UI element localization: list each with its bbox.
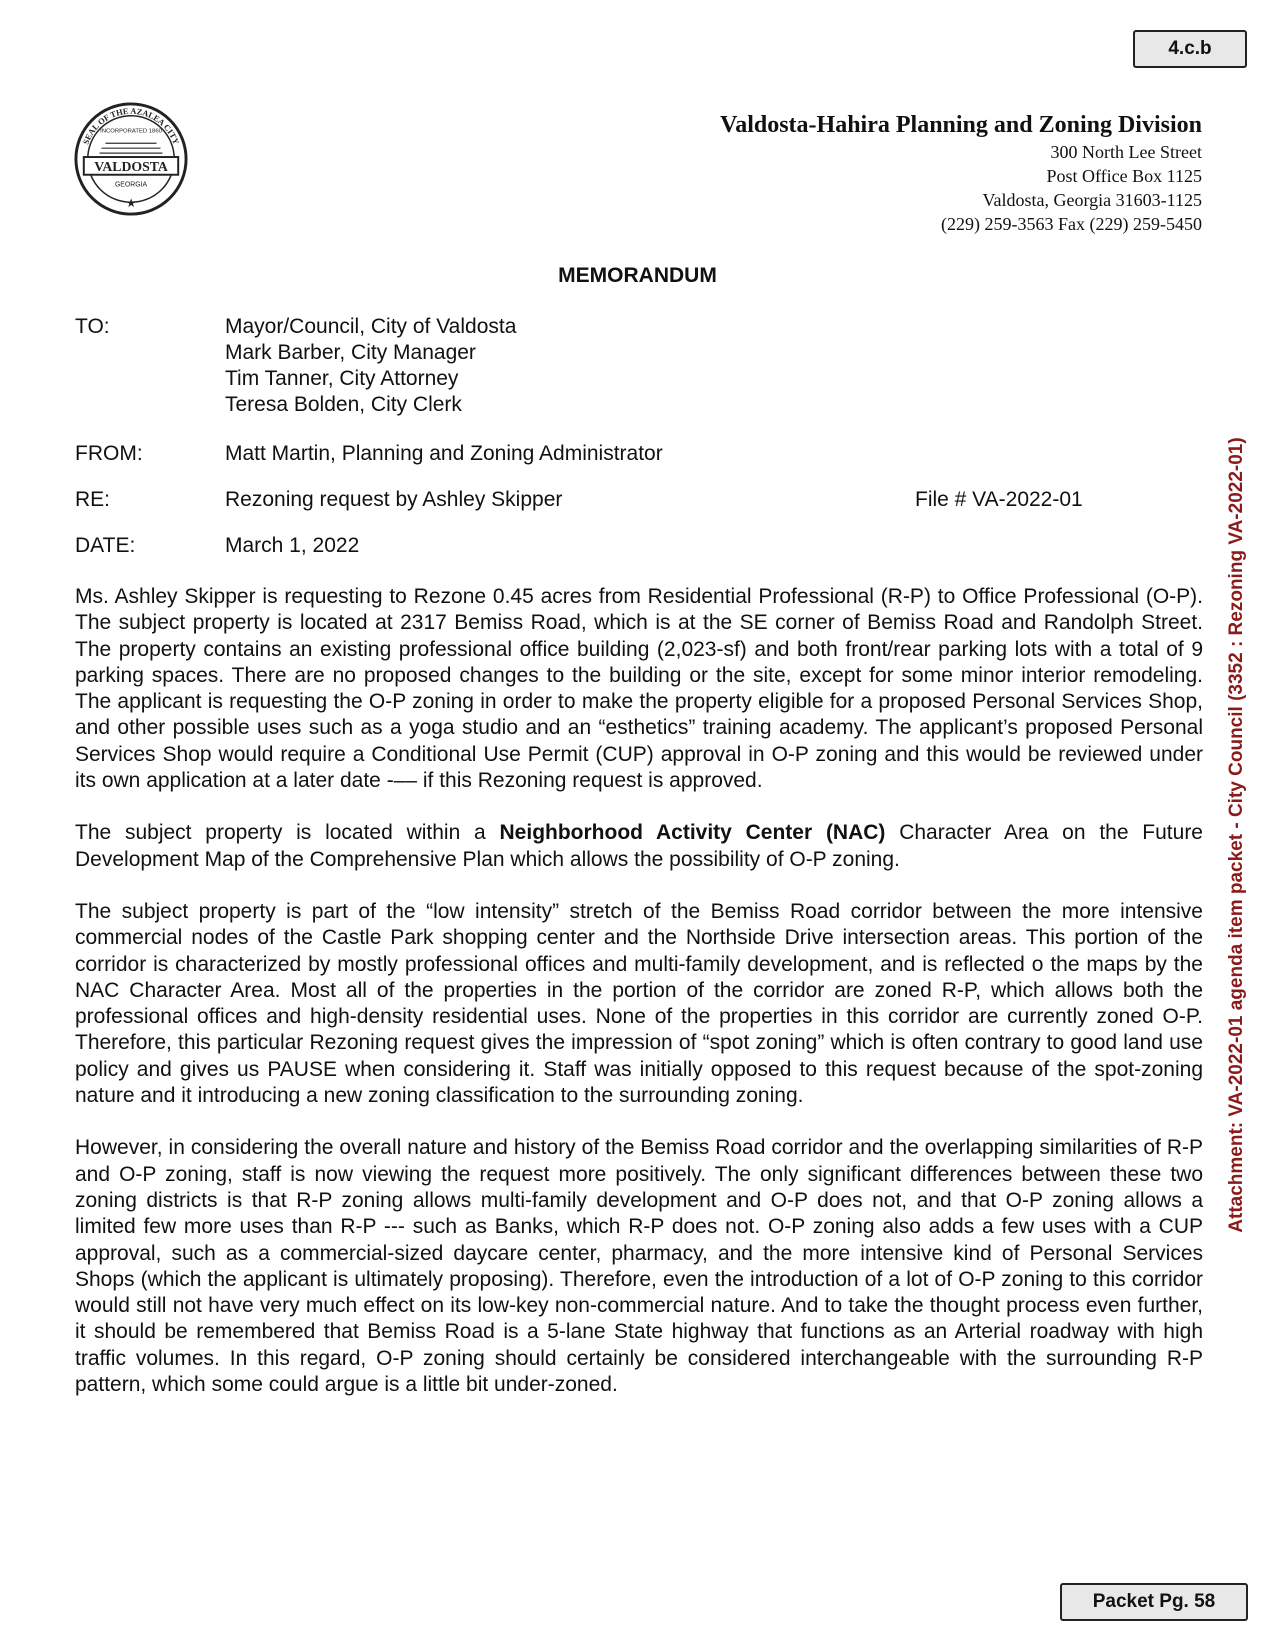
body-paragraph-3: The subject property is part of the “low intensity” stretch of the Bemiss Road corridor between the more intensive commercial nodes of the Castle Park shopping center and the Northside Drive intersection areas. This portion of the corridor is characterized by mostly professional offices and multi-family development, and is reflected o the maps by the NAC Character Area. Most all of the properties in the portion of the corridor are zoned R-P, which allows both the professional offices and high-density residential uses. None of the properties in this corridor are currently zoned O-P. Therefore, this particular Rezoning request gives the impression of “spot zoning” which is often contrary to good land use policy and gives us PAUSE when considering it. Staff was initially opposed to this request because of the spot-zoning nature and it introducing a new zoning classification to the surrounding zoning. [75,899,1203,1108]
from-label: FROM: [75,442,143,465]
character-area-name: Neighborhood Activity Center (NAC) [499,821,886,845]
body-paragraph-2 [75,820,1203,873]
address-street: 300 North Lee Street [1050,142,1202,162]
svg-text:★: ★ [125,196,137,211]
re-value: Rezoning request by Ashley Skipper [225,488,563,511]
to-recipient: Teresa Bolden, City Clerk [225,393,462,416]
body-paragraph-4: However, in considering the overall nature and history of the Bemiss Road corridor and the overlapping similarities of R-P and O-P zoning, staff is now viewing the request more positively. The only significant differences between these two zoning districts is that R-P zoning allows multi-family development and O-P does not, and that O-P zoning allows a limited few more uses than R-P --- such as Banks, which R-P does not. O-P zoning also adds a few uses with a CUP approval, such as a commercial-sized daycare center, pharmacy, and the more intensive kind of Personal Services Shops (which the applicant is ultimately proposing). Therefore, even the introduction of a lot of O-P zoning to this corridor would still not have very much effect on its low-key non-commercial nature. And to take the thought process even further, it should be remembered that Bemiss Road is a 5-lane State highway that functions as an Arterial roadway with high traffic volumes. In this regard, O-P zoning should certainly be considered interchangeable with the surrounding R-P pattern, which some could argue is a little bit under-zoned. [75,1136,1203,1397]
re-label: RE: [75,488,111,511]
svg-text:SEAL OF THE AZALEA CITY: SEAL OF THE AZALEA CITY [81,106,181,146]
to-label: TO: [75,315,110,338]
address-po-box: Post Office Box 1125 [1046,166,1202,186]
paragraph-text: Character Area on the Future Development Map of the Comprehensive Plan which allows the possibility of O-P zoning. [75,821,1203,871]
body-paragraph-1: Ms. Ashley Skipper is requesting to Rezone 0.45 acres from Residential Professional (R-P) to Office Professional (O-P). The subject property is located at 2317 Bemiss Road, which is at the SE corner of Bemiss Road and Randolph Street. The property contains an existing professional office building (2,023-sf) and both front/rear parking lots with a total of 9 parking spaces. There are no proposed changes to the building or the site, except for some minor interior remodeling. The applicant is requesting the O-P zoning in order to make the property eligible for a proposed Personal Services Shop, and other possible uses such as a yoga studio and an “esthetics” training academy. The applicant’s proposed Personal Services Shop would require a Conditional Use Permit (CUP) approval in O-P zoning and this would be reviewed under its own application at a later date -–– if this Rezoning request is approved. [75,585,1203,793]
agenda-item-tag: 4.c.b [1133,30,1247,68]
to-recipient: Mark Barber, City Manager [225,341,476,364]
from-value: Matt Martin, Planning and Zoning Administrator [225,442,663,465]
organization-name: Valdosta-Hahira Planning and Zoning Division [720,112,1202,138]
city-seal-logo [72,100,190,218]
packet-page-tag: Packet Pg. 58 [1060,1583,1248,1621]
attachment-label: Attachment: VA-2022-01 agenda item packet - City Council (3352 : Rezoning VA-2022-01) [1226,437,1247,1233]
svg-text:GEORGIA: GEORGIA [114,181,148,189]
address-city-state-zip: Valdosta, Georgia 31603-1125 [982,190,1202,210]
to-recipient: Mayor/Council, City of Valdosta [225,315,517,338]
svg-text:INCORPORATED 1860: INCORPORATED 1860 [100,128,162,135]
date-label: DATE: [75,534,136,557]
date-value: March 1, 2022 [225,534,360,557]
svg-text:VALDOSTA: VALDOSTA [94,158,168,174]
attachment-sidebar [1223,395,1251,1275]
paragraph-text: The subject property is located within a [75,821,500,845]
file-number: File # VA-2022-01 [915,488,1083,511]
memo-body [75,584,1203,1424]
memo-title: MEMORANDUM [558,264,717,287]
phone-fax: (229) 259-3563 Fax (229) 259-5450 [941,214,1202,234]
letterhead [720,110,1202,236]
to-recipient: Tim Tanner, City Attorney [225,367,459,390]
